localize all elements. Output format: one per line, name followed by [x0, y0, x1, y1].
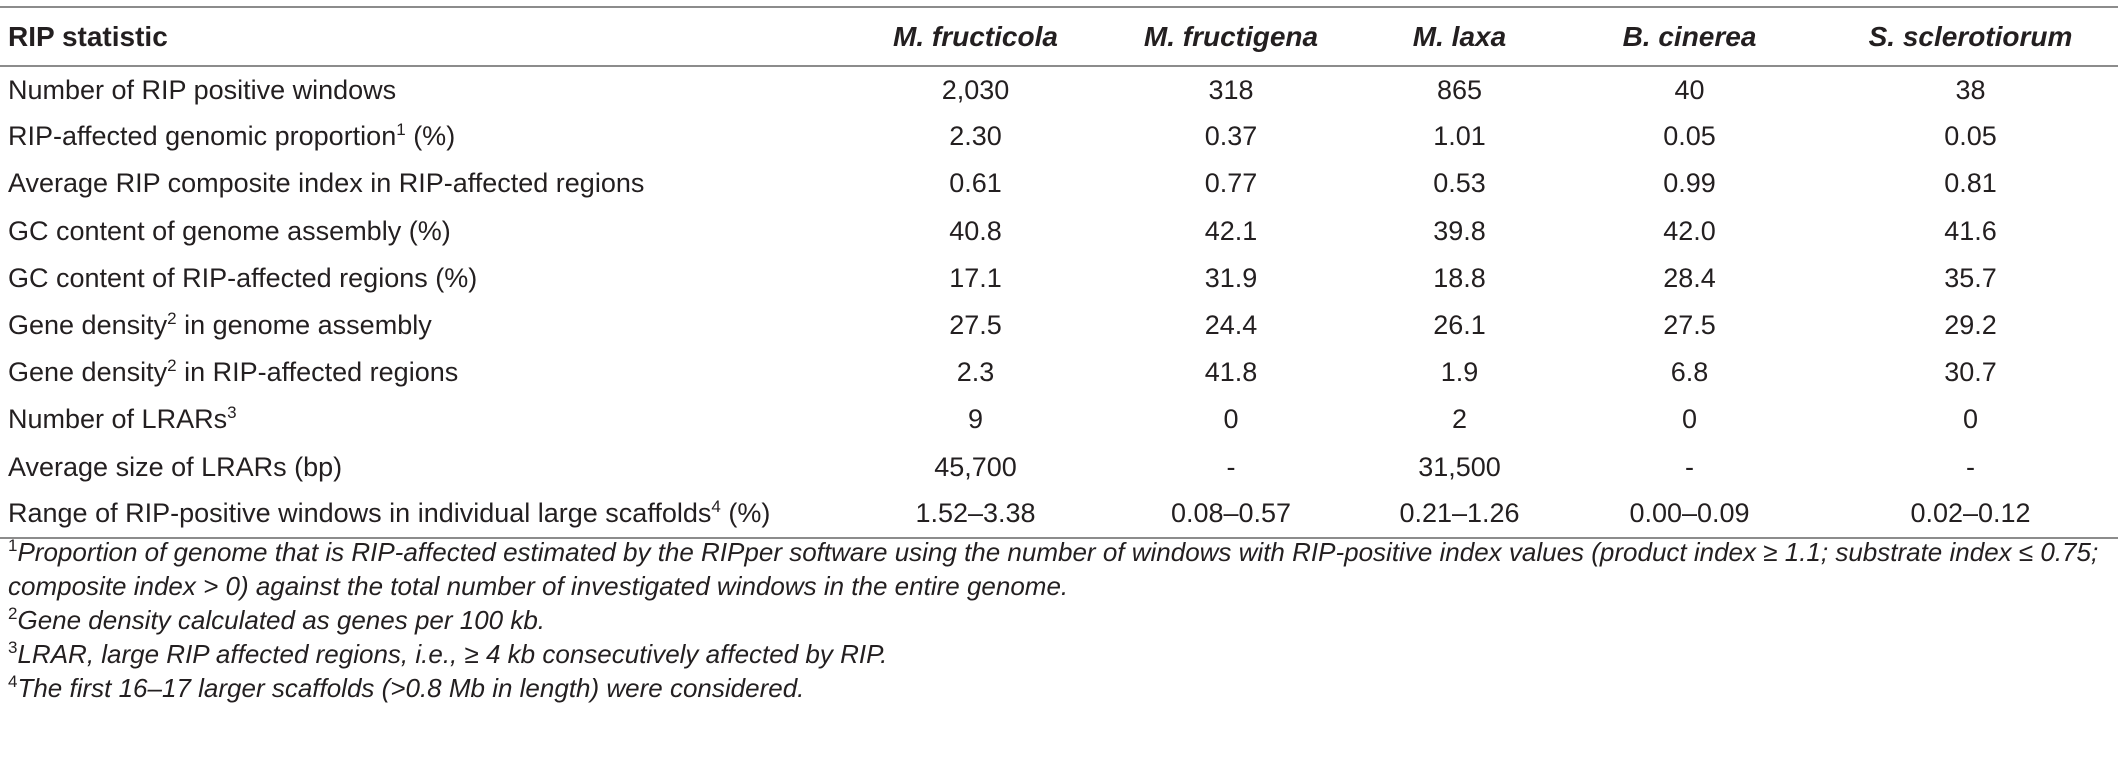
table-row	[0, 491, 2118, 538]
table-cell: 40	[1674, 74, 1705, 105]
table-cell: 0.21–1.26	[1363, 491, 1556, 538]
table-cell: 31,500	[1418, 451, 1501, 482]
table-cell: 0.37	[1204, 121, 1258, 152]
table-cell: 2,030	[941, 74, 1010, 105]
header-rip-statistic: RIP statistic	[0, 7, 852, 66]
table-cell: 0.02–0.12	[1823, 491, 2118, 538]
footnote-marker: 4	[711, 497, 721, 517]
table-row	[0, 444, 2118, 491]
table-cell: 0.53	[1433, 168, 1486, 199]
row-label	[0, 444, 852, 491]
table-cell: 318	[1208, 74, 1254, 105]
row-label-text: Average RIP composite index in RIP-affected regions	[8, 168, 645, 199]
table-cell: 2.30	[949, 121, 1002, 152]
row-label-text: Number of LRARs	[8, 404, 228, 435]
table-cell: 0	[1223, 404, 1239, 435]
table-cell: 35.7	[1944, 262, 1997, 293]
table-cell: 28.4	[1663, 262, 1716, 293]
table-cell: 2	[1451, 404, 1468, 435]
row-label	[0, 113, 852, 160]
table-row	[0, 302, 2118, 349]
rip-statistics-table-container	[0, 6, 2118, 539]
footnote-text: LRAR, large RIP affected regions, i.e., ≥ 4 kb consecutively affected by RIP.	[17, 639, 888, 669]
footnote-text: The first 16–17 larger scaffolds (>0.8 Mb in length) were considered.	[17, 673, 805, 703]
table-cell: 0.05	[1663, 121, 1716, 152]
table-cell: 29.2	[1944, 310, 1997, 341]
table-row	[0, 349, 2118, 396]
footnote	[8, 535, 2108, 603]
row-label-text: Range of RIP-positive windows in individual large scaffolds	[8, 498, 712, 529]
row-label-text: GC content of genome assembly (%)	[8, 215, 451, 246]
table-cell: 6.8	[1670, 357, 1709, 388]
table-cell: 18.8	[1433, 262, 1486, 293]
table-row	[0, 255, 2118, 302]
table-row	[0, 160, 2118, 207]
table-cell: -	[1226, 451, 1236, 482]
table-cell: 45,700	[934, 451, 1017, 482]
row-label	[0, 160, 852, 207]
footnote	[8, 603, 2108, 637]
footnote-marker: 1	[396, 120, 406, 140]
table-cell: 0.08–0.57	[1099, 491, 1363, 538]
table-row	[0, 113, 2118, 160]
table-cell: 41.6	[1944, 215, 1997, 246]
table-cell: 42.1	[1204, 215, 1258, 246]
footnote-number: 4	[8, 672, 18, 691]
table-cell: -	[1966, 451, 1975, 482]
header-species: M. laxa	[1363, 7, 1556, 66]
row-label-text: GC content of RIP-affected regions (%)	[8, 262, 478, 293]
table-cell: 31.9	[1204, 262, 1258, 293]
table-cell: 24.4	[1204, 310, 1258, 341]
row-label	[0, 66, 852, 113]
row-label	[0, 208, 852, 255]
footnote	[8, 671, 2108, 705]
table-cell: 0.77	[1204, 168, 1258, 199]
row-label-text: Average size of LRARs (bp)	[8, 451, 343, 482]
row-label	[0, 302, 852, 349]
footnote-marker: 2	[167, 356, 177, 376]
footnote-text: Proportion of genome that is RIP-affected estimated by the RIPper software using the number of windows with RIP-positive index values (product index ≥ 1.1; substrate index ≤ 0.75; composite index > 0) against the total number of investigated windows in the entire genome.	[8, 537, 2099, 601]
header-species: M. fructigena	[1099, 7, 1363, 66]
table-row	[0, 396, 2118, 443]
table-cell: 1.52–3.38	[852, 491, 1099, 538]
table-cell: 2.3	[956, 357, 995, 388]
row-label-text: RIP-affected genomic proportion	[8, 121, 397, 152]
row-label	[0, 491, 852, 538]
row-label-suffix: (%)	[405, 121, 456, 152]
row-label-suffix: (%)	[720, 498, 771, 529]
footnote-number: 1	[8, 536, 18, 555]
table-cell: 9	[967, 404, 984, 435]
table-row	[0, 208, 2118, 255]
row-label-text: Number of RIP positive windows	[8, 74, 397, 105]
table-cell: 17.1	[949, 262, 1002, 293]
table-cell: -	[1685, 451, 1694, 482]
header-species: M. fructicola	[852, 7, 1099, 66]
row-label-text: Gene density	[8, 357, 168, 388]
footnote-number: 2	[8, 604, 18, 623]
table-cell: 0.00–0.09	[1556, 491, 1823, 538]
row-label-suffix: in genome assembly	[176, 310, 432, 341]
table-cell: 0.99	[1663, 168, 1716, 199]
header-species: B. cinerea	[1556, 7, 1823, 66]
table-body	[0, 66, 2118, 538]
table-cell: 42.0	[1663, 215, 1716, 246]
table-cell: 0.05	[1944, 121, 1997, 152]
table-cell: 27.5	[1663, 310, 1716, 341]
table-cell: 0.61	[949, 168, 1002, 199]
footnote-number: 3	[8, 638, 18, 657]
row-label	[0, 396, 852, 443]
table-cell: 27.5	[949, 310, 1002, 341]
table-cell: 0.81	[1944, 168, 1997, 199]
rip-statistics-table	[0, 6, 2118, 539]
table-cell: 26.1	[1433, 310, 1486, 341]
table-cell: 38	[1955, 74, 1986, 105]
table-cell: 39.8	[1433, 215, 1486, 246]
footnote-marker: 2	[167, 309, 177, 329]
header-species: S. sclerotiorum	[1823, 7, 2118, 66]
row-label-suffix: in RIP-affected regions	[176, 357, 459, 388]
table-cell: 40.8	[949, 215, 1002, 246]
table-footnotes	[8, 535, 2108, 705]
table-cell: 0	[1681, 404, 1698, 435]
table-cell: 30.7	[1944, 357, 1997, 388]
table-cell: 865	[1436, 74, 1483, 105]
table-cell: 0	[1962, 404, 1979, 435]
table-row	[0, 66, 2118, 113]
footnote-text: Gene density calculated as genes per 100 kb.	[17, 605, 546, 635]
footnote	[8, 637, 2108, 671]
row-label	[0, 255, 852, 302]
row-label-text: Gene density	[8, 310, 168, 341]
header-row	[0, 7, 2118, 66]
table-cell: 41.8	[1204, 357, 1258, 388]
footnote-marker: 3	[227, 403, 237, 423]
table-cell: 1.01	[1433, 121, 1486, 152]
table-cell: 1.9	[1440, 357, 1479, 388]
row-label	[0, 349, 852, 396]
